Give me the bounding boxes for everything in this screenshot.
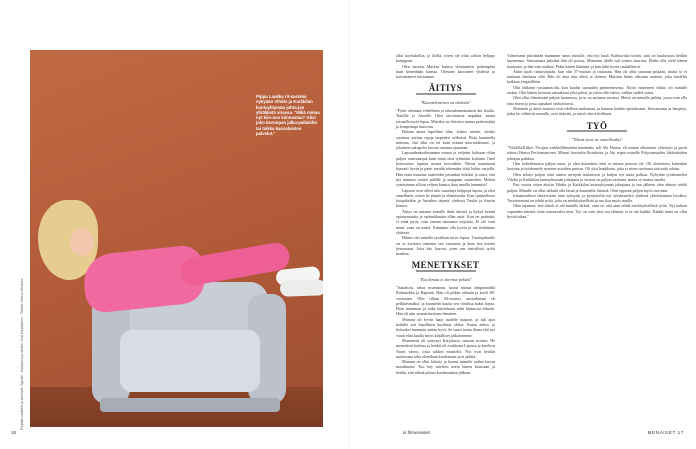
paragraph: Hänen olet minulle tavallaan myös lapsia. Tuuttajuhuulle on se asettava vaatenia sen vastausta ja kuin itse asioita kertomaan. Joka käy kasvaa, joten sen täsivälistä syötä mankaa. — [396, 235, 495, 257]
paragraph: ollut koettuhellia, ja iltellä, rrtten ole ollut oilloin heljapo kumppani. — [396, 53, 495, 64]
footer-url: is.fi/menaiset — [403, 430, 430, 435]
page-number-right: MENAISET 17 — [647, 430, 684, 435]
paragraph: Haluan antaa lapsilleni tilaa. Joskus mietin, olenko suostuut asettaa rajoja tarpeeksi selkeästi. Pitää kuunnella muistaa, että aika on eri kuin minun nuoruudessani, ja jokainen sukupolvi luovaa omansa ajansaan. — [396, 129, 495, 151]
section-subtitle: "Tiheät sivut ne onnellisaksi" — [571, 136, 623, 142]
paragraph: Äitini kuoli rintasyöpään, kun olin 37-vuotias ja raskaana. Hän oli ollut sairaana pitkään, mutta se ei tuntunut lainkaan siltä. Hän oli aina niin elävä ja iloinen. Muistan hänet vahvana naisena, joka huolehti kaikista ympärillään. — [507, 68, 687, 85]
section-divider — [416, 93, 476, 95]
paragraph: Lapseni ovat olleet niin sanottuja helppoja lapsia, ja olen onnellinen, miten he pärjää ja elämässään. Kun opiskellessa koopaksikin ja Anssikin täynnä, yhdessä Tuulin ja Anssin kanssa. — [396, 187, 495, 209]
paragraph: Olin kokeilemassa paljon uutta, ja olen kuitenkin, ettei se minun perusta ole. Oli aloitettava kuitenkin luotsata ja työskentely monien asioiden parissa. Oli yksi hankkeita, joka ei sitten tuottanut sitä mitä odotin. — [507, 161, 687, 172]
photo-credit: Pippalla vaatteet ja asusteet: Sylvain · Kampaus ja meikki: Suvi Karjalainen · Tekstit: Sanna Sevänen — [20, 278, 24, 430]
person-face — [70, 228, 94, 256]
page-gutter — [348, 0, 350, 449]
text-column-2 — [507, 53, 687, 219]
white-boot — [280, 279, 323, 297]
paragraph: Mummi on ollut kiitetty ja luonut minulle uuden kuvan maailmasta. Tuo käy mieleen usein hänen kanssaan ja tiedän, että elämä jatkuu kuolemankin jälkeen. — [396, 359, 495, 375]
paragraph: Olen aurasut Markus kanssa viimisaiinsi poliempiän kuin kenenhään kanssa. Olemme kasvaneet yhdessä ja kasvattaneet toisiamme. — [396, 63, 495, 80]
paragraph: Olin lääkärin vastaanotolla, kun kuulin sairauden pahenemisesta. Äitini viimeinen viikko oli minulle raskas. Olin hänen luonaan sairaalassa joka päivä, ja yritin olla vahva, vaikka sisältä sattui. — [507, 84, 687, 96]
paragraph: Äitiys on antanut minulle ihala äitiyttä ja kykyä kestää epävarmuutta ja epätarkkuutta ellän asiat. Kun on perheitä, ei enää pysty vain omaan navaansa tuijottaa. Ei ole vain minä, vaan on meitä. Kannatan olla hyvin ja me tiedämme yhdessä. — [396, 208, 495, 235]
paragraph: Irtisanoudutin tehtävistäni tänä syksynä, ja pysäyttelin nyt työskentelyä yhdessä yhteiskunnan hyväksi. Tavoitteenani on tehdä työtä, joka on merkityksellistä ja tuo iloa myös muille. — [507, 192, 687, 204]
pink-dress-legs — [178, 241, 291, 288]
section-title-tyo: TYÖ — [586, 120, 608, 131]
section-title-aitiys: ÄITIYS — [428, 83, 463, 94]
paragraph: Mummin ja äitini muistot ovat edelleen mukanani, ja kannan heidän opetuksiaan. Itsevarmuus ja lempeys, jotka he välittivät minulle, ovat tärkeitä, ja niistä olen kiitollinen. — [507, 105, 687, 117]
section-subtitle: "Kuolemaa ei tarvitse pelätä" — [419, 276, 472, 282]
paragraph: "Vihdilla/Kilkei, Pivujan varhkiölläminäni tunnetaho tuli Aki Hintsa, eli minun alkoimme yhteistyö ja pyrin tohtori Hintsa Performanceen. Minusi hoviselin Ihrtuksiin, ja Aki teipui minulle Pohjoismaiden liikkeitöiden johtajan paikkaa. — [507, 145, 687, 161]
section-subtitle: "Kuunteleminen on tärkeää" — [420, 99, 471, 105]
paragraph: "Isänäitini, rakas mummoni, kuoui minua lempinimillä Ruhusirkka ja Räpsinä. Hän oli pitkän elämän ja kuoli 80-vuotiaana. Olin silloin 20-vuotias, ansiotkutani oli pellittäväsäksi, ja kuuntelin kautta sen vihdissa kaksi kirjaa. Hoin mummon ja enkä kuitenkaan enää kiinnosta elämää. Hän oli niin ymmärtäväinen ihminen. — [396, 284, 495, 317]
paragraph: Pari vuotta sitten aloitin Vihdin ja Karkkilan kuntayhtymän johtajana ja sen jälkeen olen ehtinyt tehdä paljon. Minulle on ollut tärkeää olla läsnä ja kuunnella ihmisiä. Olen oppinut paljon myös itsestäni. — [507, 182, 687, 193]
armchair-base — [100, 398, 280, 412]
paragraph: Lapsuudenkodissamme minua ja veljeäni kohtaan oltiin paljon vaativampia kuin minä olen tyttäriäni kohtaan. Onel kotoisiasse lapsina monia kertotähin. Vihsas mummoni kasvatti hyvin ja paini meidät tekemään töitä leikin varjolla. Hän osasi muuttaa vaatteiden pesunkin leikiksi ja osasi, että nyt mummi vastiet pälälle ja uuippaan vaatteiden. Mekän syntisimme silloin veljeni kanssa ihan innolla hommiin! — [396, 150, 495, 188]
paragraph: Olen tajunnut, että tiitteli ei ole minulle tärkeä, vaan se, että saan tehdä merkityksellistä työtä. Nyt haluan vapauden miettiä, mitä seuraavaksi teen. Työ on vain yksi osa elämää, ei se ole kaikki. Kaikki tämä on ollut hyvää aikaa." — [507, 203, 687, 220]
paragraph: Olen tehnyt paljon töitä omien arvojeni mukaisesti ja kuljen nyt uutta polkua. Nykyään työskentelen Vihdin ja Karkkilan kuntayhtymän johtajana ja virassa on paljon vastuuta, mutta se tuntuu omalta. — [507, 171, 687, 182]
paragraph: Viimeisenä päivänään mummini sanoi minulle, että nyt kuoli Kuhsuviitta kotiin, sinä on kuuluisiasi heidän huomenna. Seuraavana päivänä hän oli poissa. Mummin tilalle tuli toinen sisaruus. Ehdin olla vielä hänen kanssaan, ja hän vain nukkui. Pidin hänen kättänsä, ja hän lähti hyvin rauhallisesti. — [507, 53, 687, 69]
paragraph: Mummoni oli syntynyt Karjalassa, samoin isoisini. He menettivät kotinsa ja heidät oli evakkona Lapissa ja kuolivat Nuori vaimo, josta tulikin muistella. Nyt ovat heidän tuottavana sekä oletellaan kuolemaan ja ei pelätä. — [396, 337, 495, 359]
armchair-seat — [120, 330, 260, 392]
page-number-left: 16 — [11, 430, 17, 435]
paragraph: "Pyrin olemaan vehellinen ja oikeudenmukainen äiti lisullo, Tuulille ja Anselle. Olen tarvittaessa napakka, mutta toisaalla myös lepsu. Mietiksi on löitstiva minua perheentiijä ja lempeämpi haavoitu. — [396, 108, 495, 129]
paragraph: Mummi oli hyvin laaja uudelle naapuri, ja tuli ajaa kaikilla sen lopullinen kuolema ohitse. Kuten auttui, ja hoitaaksi mummin auttan hyvä. Se sanoi tuona iltana että nyt vaarti elää kuulla myös kirjalliset jalkaisemme. — [396, 316, 495, 338]
text-column-1 — [396, 53, 495, 375]
photo-caption: Pippa Laukka rit-sastelui nykyään Vihdin ja Karkkilan kuntayhtymän johta-jan yhtäläistä virassa. "Mikä minua nyt kiin-nos kiinnostaa? Olisi joko Euroopan jalka-pallokilto tai taikka kansalaisten palvelut." — [256, 94, 320, 137]
section-title-menetykset: MENETYKSET — [411, 260, 480, 271]
paragraph: Olen ollut elämässäni paljon luonnossa, ja se on auttanut surussa. Metsä on minulle paikka, jossa voin olla oma itseni ja jossa ajatukset rauhoittuvat. — [507, 95, 687, 106]
